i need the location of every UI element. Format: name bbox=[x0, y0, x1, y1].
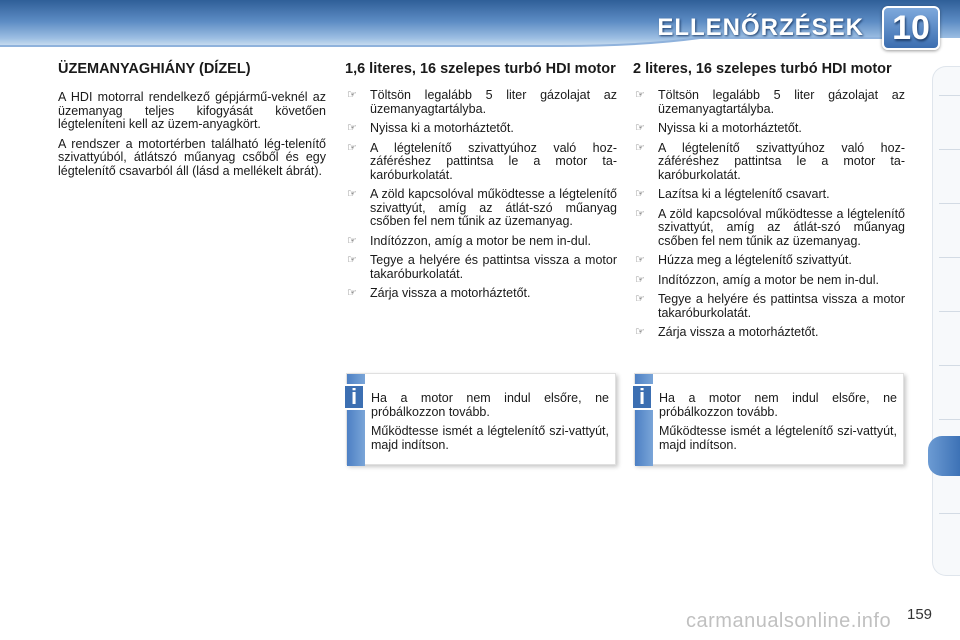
chapter-tab-active[interactable] bbox=[928, 436, 960, 476]
tab-divider bbox=[939, 419, 960, 420]
pointing-hand-icon: ☞ bbox=[635, 273, 645, 286]
step-text: A légtelenítő szivattyúhoz való hoz-záféréshez pattintsa le a motor ta-karóburkolatát. bbox=[658, 140, 905, 182]
pointing-hand-icon: ☞ bbox=[635, 326, 645, 338]
pointing-hand-icon: ☞ bbox=[635, 122, 645, 134]
step-item bbox=[633, 208, 905, 249]
step-item bbox=[345, 254, 617, 281]
step-text: Nyissa ki a motorháztetőt. bbox=[658, 121, 802, 135]
info-line: Ha a motor nem indul elsőre, ne próbálkozzon tovább. bbox=[659, 391, 897, 419]
section-2-0-hdi bbox=[633, 62, 905, 346]
tab-divider bbox=[939, 311, 960, 312]
chapter-title: ELLENŐRZÉSEK bbox=[657, 14, 864, 41]
step-text: A zöld kapcsolóval működtesse a légtelenítő szivattyút, amíg az átlát-szó műanyag csőben fel nem tűnik az üzemanyag. bbox=[658, 206, 905, 248]
step-text: Töltsön legalább 5 liter gázolajat az üzemanyagtartályba. bbox=[658, 88, 905, 116]
step-item bbox=[633, 274, 905, 288]
info-line: Működtesse ismét a légtelenítő szi-vattyút, majd indítson. bbox=[659, 424, 897, 452]
page-number: 159 bbox=[907, 606, 933, 623]
step-text: A zöld kapcsolóval működtesse a légtelenítő szivattyút, amíg az átlát-szó műanyag csőben fel nem tűnik az üzemanyag. bbox=[370, 187, 617, 228]
pointing-hand-icon: ☞ bbox=[635, 207, 645, 220]
watermark: carmanualsonline.info bbox=[686, 610, 892, 632]
pointing-hand-icon: ☞ bbox=[635, 89, 645, 101]
pointing-hand-icon: ☞ bbox=[347, 254, 357, 266]
tab-divider bbox=[939, 95, 960, 96]
step-item bbox=[345, 89, 617, 116]
chapter-tab-strip bbox=[932, 66, 960, 576]
step-item bbox=[345, 122, 617, 136]
step-item bbox=[633, 326, 905, 340]
info-line: Ha a motor nem indul elsőre, ne próbálkozzon tovább. bbox=[371, 391, 609, 419]
pointing-hand-icon: ☞ bbox=[347, 287, 357, 299]
info-box bbox=[634, 373, 904, 465]
section-1-6-hdi bbox=[345, 62, 617, 307]
step-item bbox=[633, 89, 905, 116]
pointing-hand-icon: ☞ bbox=[635, 293, 645, 305]
pointing-hand-icon: ☞ bbox=[347, 141, 357, 154]
step-text: Indítózzon, amíg a motor be nem in-dul. bbox=[370, 233, 591, 248]
info-text bbox=[371, 392, 609, 458]
step-text: Indítózzon, amíg a motor be nem in-dul. bbox=[658, 272, 879, 287]
tab-divider bbox=[939, 149, 960, 150]
step-item bbox=[345, 235, 617, 249]
step-list bbox=[345, 89, 617, 301]
step-text: A légtelenítő szivattyúhoz való hoz-záféréshez pattintsa le a motor ta-karóburkolatát. bbox=[370, 140, 617, 182]
info-icon: i bbox=[343, 384, 365, 410]
pointing-hand-icon: ☞ bbox=[347, 122, 357, 134]
section-heading: 2 literes, 16 szelepes turbó HDI motor bbox=[633, 61, 892, 77]
info-text bbox=[659, 392, 897, 458]
step-item bbox=[345, 142, 617, 183]
info-icon: i bbox=[631, 384, 653, 410]
tab-divider bbox=[939, 365, 960, 366]
pointing-hand-icon: ☞ bbox=[635, 188, 645, 200]
step-text: Tegye a helyére és pattintsa vissza a motor takaróburkolatát. bbox=[658, 292, 905, 320]
paragraph: A HDI motorral rendelkező gépjármű-veknél az üzemanyag teljes kifogyását követően légteleníteni kell az üzem-anyagkört. bbox=[58, 90, 326, 131]
section-heading: ÜZEMANYAGHIÁNY (DÍZEL) bbox=[58, 61, 251, 77]
chapter-number: 10 bbox=[892, 8, 930, 47]
step-text: Zárja vissza a motorháztetőt. bbox=[658, 325, 819, 339]
step-list bbox=[633, 89, 905, 340]
step-item bbox=[345, 188, 617, 229]
section-heading: 1,6 literes, 16 szelepes turbó HDI motor bbox=[345, 61, 616, 77]
pointing-hand-icon: ☞ bbox=[347, 89, 357, 101]
pointing-hand-icon: ☞ bbox=[347, 234, 357, 247]
section-fuel-shortage bbox=[58, 62, 326, 184]
step-item bbox=[345, 287, 617, 301]
info-line: Működtesse ismét a légtelenítő szi-vattyút, majd indítson. bbox=[371, 424, 609, 452]
tab-divider bbox=[939, 203, 960, 204]
step-item bbox=[633, 293, 905, 320]
step-text: Zárja vissza a motorháztetőt. bbox=[370, 286, 531, 300]
pointing-hand-icon: ☞ bbox=[347, 188, 357, 200]
step-item bbox=[633, 122, 905, 136]
chapter-badge bbox=[882, 6, 940, 50]
tab-divider bbox=[939, 513, 960, 514]
info-box bbox=[346, 373, 616, 465]
step-item bbox=[633, 254, 905, 268]
pointing-hand-icon: ☞ bbox=[635, 254, 645, 266]
paragraph: A rendszer a motortérben található lég-telenítő szivattyúból, átlátszó műanyag csőből és egy légtelenítő csavarból áll (lásd a mellékelt ábrát). bbox=[58, 136, 326, 178]
pointing-hand-icon: ☞ bbox=[635, 141, 645, 154]
step-text: Tegye a helyére és pattintsa vissza a motor takaróburkolatát. bbox=[370, 253, 617, 281]
step-text: Nyissa ki a motorháztetőt. bbox=[370, 121, 514, 135]
tab-divider bbox=[939, 257, 960, 258]
step-item bbox=[633, 188, 905, 202]
step-text: Húzza meg a légtelenítő szivattyút. bbox=[658, 253, 852, 267]
step-text: Töltsön legalább 5 liter gázolajat az üzemanyagtartályba. bbox=[370, 88, 617, 116]
step-item bbox=[633, 142, 905, 183]
step-text: Lazítsa ki a légtelenítő csavart. bbox=[658, 187, 830, 201]
